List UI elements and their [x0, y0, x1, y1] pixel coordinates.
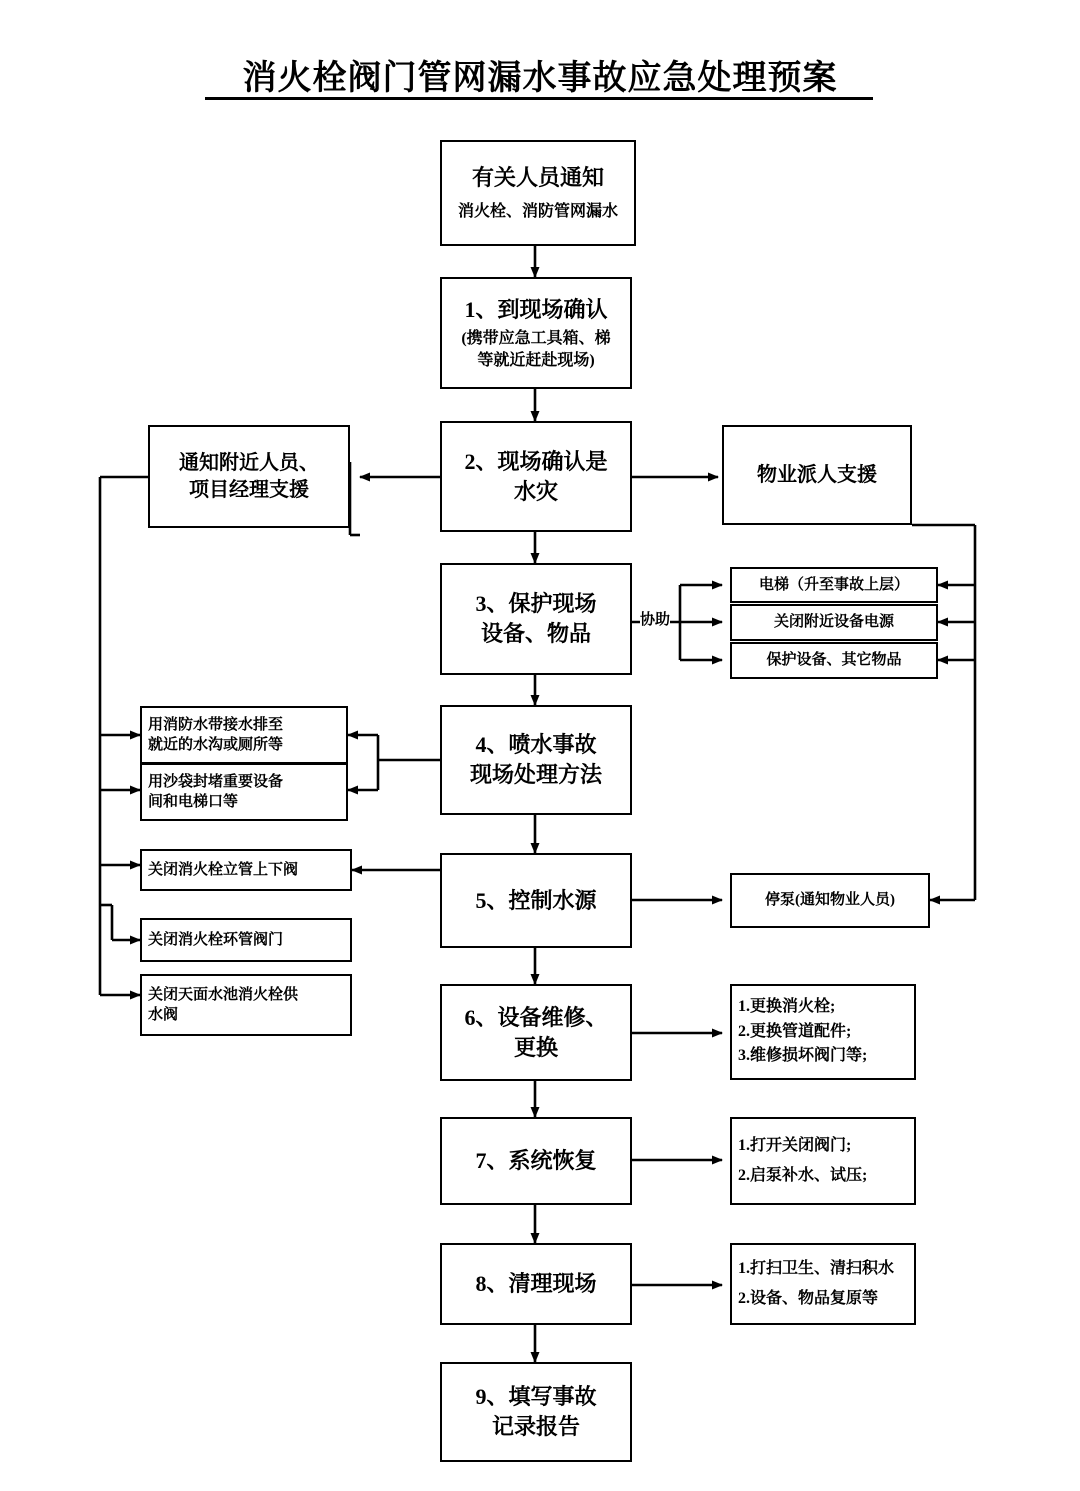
node-power-off-line1: 关闭附近设备电源	[773, 614, 894, 631]
node-property-support	[722, 425, 912, 525]
node-protect-equip-line1: 保护设备、其它物品	[766, 652, 902, 669]
node-notify	[440, 140, 636, 246]
node-stop-pump	[730, 873, 930, 928]
assist-label: 协助	[640, 608, 670, 629]
node-step5	[440, 853, 632, 948]
node-repair-list-line2: 2.更换管道配件;	[738, 1022, 852, 1040]
node-step8-line1: 8、清理现场	[475, 1271, 597, 1297]
node-sandbag-line1: 用沙袋封堵重要设备	[148, 773, 284, 790]
node-elevator-line1: 电梯（升至事故上层）	[758, 576, 909, 593]
node-close-roof-line1: 关闭天面水池消火栓供	[148, 986, 299, 1003]
node-repair-list-line3: 3.维修损坏阀门等;	[738, 1047, 868, 1065]
node-step9-line1: 9、填写事故	[475, 1384, 597, 1410]
node-step6-line2: 更换	[513, 1034, 558, 1060]
node-step4-line2: 现场处理方法	[469, 762, 602, 787]
node-close-riser-line1: 关闭消火栓立管上下阀	[148, 861, 299, 878]
node-step2-line1: 2、现场确认是	[464, 448, 608, 474]
node-hose-drain	[140, 706, 348, 764]
node-step7-line1: 7、系统恢复	[475, 1148, 597, 1174]
node-step4-line1: 4、喷水事故	[475, 732, 597, 758]
node-step7	[440, 1117, 632, 1205]
node-notify-nearby-line1: 通知附近人员、	[179, 451, 319, 474]
node-close-loop	[140, 918, 352, 962]
node-step2	[440, 421, 632, 532]
node-step1-line3: 等就近赶赴现场)	[477, 351, 595, 369]
node-restore-list	[730, 1117, 916, 1205]
node-repair-list-line1: 1.更换消火栓;	[738, 997, 836, 1015]
node-power-off	[730, 604, 938, 641]
node-stop-pump-line1: 停泵(通知物业人员)	[765, 892, 895, 909]
node-step3-line1: 3、保护现场	[475, 591, 597, 617]
node-step1	[440, 277, 632, 389]
node-notify-nearby	[148, 425, 350, 528]
node-step2-line2: 水灾	[513, 478, 558, 504]
node-step1-line2: (携带应急工具箱、梯	[461, 330, 611, 348]
node-hose-drain-line1: 用消防水带接水排至	[148, 716, 284, 733]
node-notify-nearby-line2: 项目经理支援	[189, 478, 309, 501]
node-close-roof-line2: 水阀	[148, 1007, 179, 1023]
node-repair-list	[730, 984, 916, 1080]
node-restore-list-line2: 2.启泵补水、试压;	[738, 1167, 868, 1184]
node-step3	[440, 563, 632, 675]
node-notify-line1: 有关人员通知	[471, 165, 604, 191]
node-protect-equip	[730, 642, 938, 679]
node-step1-line1: 1、到现场确认	[464, 296, 608, 322]
node-close-loop-line1: 关闭消火栓环管阀门	[148, 931, 284, 948]
node-step3-line2: 设备、物品	[480, 621, 591, 646]
node-step6-line1: 6、设备维修、	[464, 1004, 608, 1030]
node-step9	[440, 1362, 632, 1462]
node-step6	[440, 984, 632, 1081]
page-title: 消火栓阀门管网漏水事故应急处理预案	[242, 60, 838, 97]
node-close-riser	[140, 849, 352, 891]
node-property-support-line1: 物业派人支援	[757, 463, 877, 486]
node-hose-drain-line2: 就近的水沟或厕所等	[148, 737, 284, 753]
node-step5-line1: 5、控制水源	[475, 887, 597, 913]
node-step8	[440, 1243, 632, 1325]
node-restore-list-line1: 1.打开关闭阀门;	[738, 1136, 852, 1154]
node-clean-list-line1: 1.打扫卫生、清扫积水	[738, 1259, 895, 1277]
node-clean-list	[730, 1243, 916, 1325]
node-sandbag	[140, 763, 348, 821]
node-close-roof	[140, 974, 352, 1036]
node-clean-list-line2: 2.设备、物品复原等	[738, 1290, 879, 1307]
node-notify-line2: 消火栓、消防管网漏水	[457, 203, 618, 221]
node-step9-line2: 记录报告	[491, 1414, 580, 1439]
node-step4	[440, 705, 632, 815]
node-sandbag-line2: 间和电梯口等	[148, 794, 239, 810]
node-elevator	[730, 567, 938, 603]
